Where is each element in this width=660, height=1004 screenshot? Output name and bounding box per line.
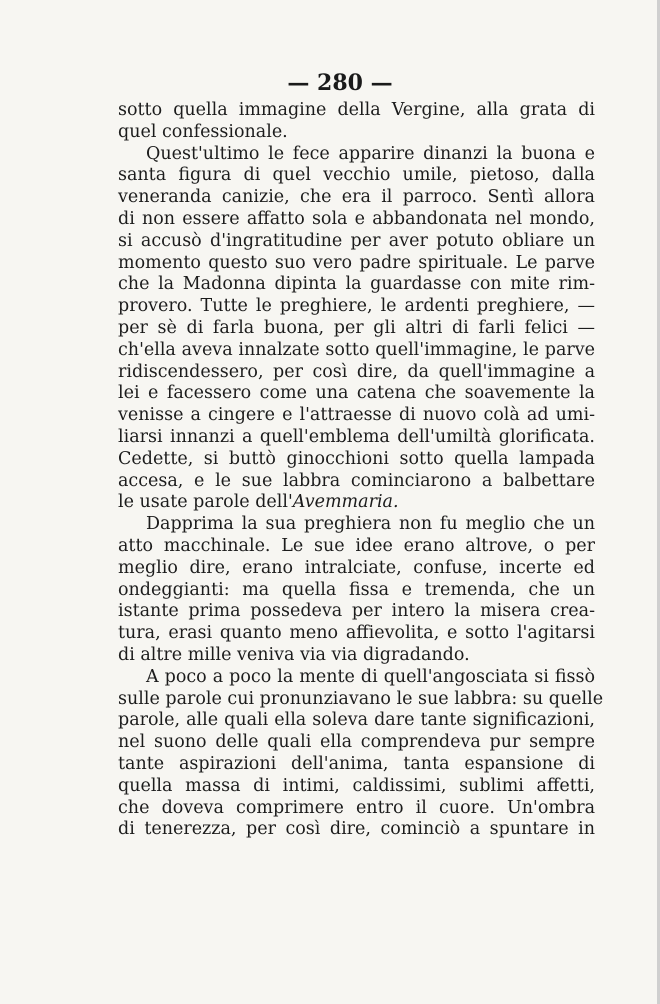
text-line: ondeggianti: ma quella fissa e tremenda, che un	[118, 579, 595, 600]
text-line: nel suono delle quali ella comprendeva pur sempre	[118, 732, 595, 753]
text-line: quella massa di intimi, caldissimi, sublimi affetti,	[118, 775, 595, 796]
text-line-prefix: le usate parole dell'	[118, 492, 293, 513]
text-line: venisse a cingere e l'attraesse di nuovo colà ad umi-	[118, 405, 595, 426]
text-line: di altre mille veniva via via digradando.	[118, 644, 470, 665]
text-line: per sè di farla buona, per gli altri di farli felici —	[118, 317, 595, 338]
page-number: — 280 —	[287, 70, 393, 96]
text-line	[118, 492, 595, 514]
text-line: meglio dire, erano intralciate, confuse, incerte ed	[118, 557, 595, 578]
text-line: Cedette, si buttò ginocchioni sotto quella lampada	[118, 448, 595, 469]
italic-word: Avemmaria.	[292, 492, 399, 513]
text-line: tura, erasi quanto meno affievolita, e sotto l'agitarsi	[118, 623, 595, 644]
text-line: atto macchinale. Le sue idee erano altrove, o per	[118, 535, 595, 556]
text-line: sulle parole cui pronunziavano le sue labbra: su quelle	[118, 688, 604, 709]
text-line: tante aspirazioni dell'anima, tanta espansione di	[118, 753, 595, 774]
text-line: che doveva comprimere entro il cuore. Un'ombra	[118, 797, 595, 818]
text-line: provero. Tutte le preghiere, le ardenti preghiere, —	[118, 296, 595, 317]
text-line: Dapprima la sua preghiera non fu meglio che un	[146, 514, 595, 535]
text-line: liarsi innanzi a quell'emblema dell'umiltà glorificata.	[118, 426, 595, 447]
text-line: ridiscendessero, per così dire, da quell'immagine a	[118, 361, 595, 382]
text-line: A poco a poco la mente di quell'angosciata si fissò	[146, 666, 595, 687]
text-line: accesa, e le sue labbra cominciarono a balbettare	[118, 470, 595, 491]
text-line: parole, alle quali ella soleva dare tante significazioni,	[118, 710, 595, 731]
text-line: Quest'ultimo le fece apparire dinanzi la buona e	[146, 143, 595, 164]
text-line: momento questo suo vero padre spirituale. Le parve	[118, 252, 595, 273]
body-text	[118, 100, 604, 841]
text-line: santa figura di quel vecchio umile, pietoso, dalla	[118, 165, 595, 186]
text-line: che la Madonna dipinta la guardasse con mite rim-	[118, 274, 595, 295]
text-line: di non essere affatto sola e abbandonata nel mondo,	[118, 208, 595, 229]
text-line: si accusò d'ingratitudine per aver potuto obliare un	[118, 230, 595, 251]
text-line: veneranda canizie, che era il parroco. Sentì allora	[118, 187, 595, 208]
text-line: di tenerezza, per così dire, cominciò a spuntare in	[118, 819, 595, 840]
text-line: istante prima possedeva per intero la misera crea-	[118, 601, 595, 622]
text-line: quel confessionale.	[118, 121, 288, 142]
text-line: ch'ella aveva innalzate sotto quell'immagine, le parve	[118, 339, 595, 360]
text-line: lei e facessero come una catena che soavemente la	[118, 383, 595, 404]
text-line: sotto quella immagine della Vergine, alla grata di	[118, 100, 595, 120]
